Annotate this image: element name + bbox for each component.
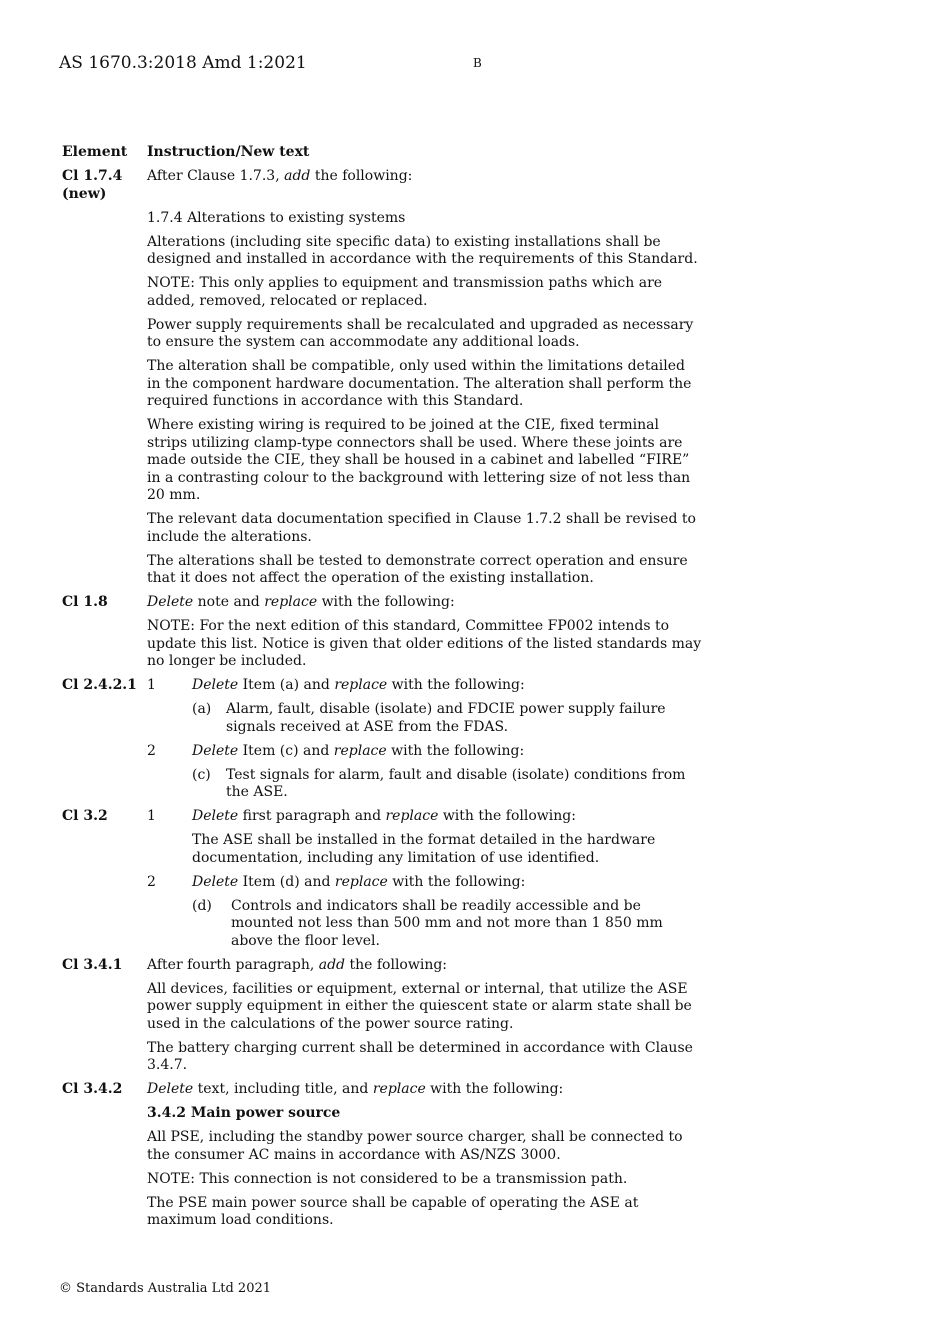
instruction: Delete note and replace with the following: xyxy=(147,594,455,610)
page-letter: B xyxy=(473,56,482,70)
instruction: Delete text, including title, and replace with the following: xyxy=(147,1081,564,1097)
instruction: After fourth paragraph, add the following: xyxy=(147,956,448,973)
paragraph: Where existing wiring is required to be joined at the CIE, fixed terminal strips utilizing clamp-type connectors shall be used. Where these joints are made outside the CIE, they shall be housed in a cabinet and labelled “FIRE” in a contrasting colour to the background with lettering size of not less than 20 mm. xyxy=(147,417,691,503)
paragraph: The PSE main power source shall be capable of operating the ASE at maximum load conditions. xyxy=(147,1194,639,1228)
row-cl-3-4-2 xyxy=(62,1081,702,1230)
column-header-element: Element xyxy=(62,144,128,160)
table-header-row xyxy=(62,144,702,162)
element-label: Cl 1.7.4 xyxy=(62,168,123,184)
row-cl-1-8 xyxy=(62,594,702,671)
element-label: Cl 3.4.1 xyxy=(62,956,123,973)
row-cl-3-2 xyxy=(62,808,702,950)
document-identifier: AS 1670.3:2018 Amd 1:2021 xyxy=(59,53,307,73)
paragraph: The alterations shall be tested to demonstrate correct operation and ensure that it does not affect the operation of the existing installation. xyxy=(147,552,688,586)
element-label-suffix: (new) xyxy=(62,185,107,202)
copyright-footer: © Standards Australia Ltd 2021 xyxy=(59,1281,272,1296)
column-header-instruction: Instruction/New text xyxy=(147,144,310,160)
element-cell xyxy=(62,168,142,203)
element-label: Cl 1.8 xyxy=(62,594,108,610)
paragraph: The ASE shall be installed in the format detailed in the hardware documentation, including any limitation of use identified. xyxy=(192,832,656,866)
element-label: Cl 2.4.2.1 xyxy=(62,677,137,693)
note: NOTE: For the next edition of this standard, Committee FP002 intends to update this list. Notice is given that older editions of the listed standards may no longer be included. xyxy=(147,618,702,669)
row-cl-2-4-2-1 xyxy=(62,677,702,802)
list-item: (a) Alarm, fault, disable (isolate) and FDCIE power supply failure signals received at ASE from the FDAS. xyxy=(192,701,666,735)
list-item: (d) Controls and indicators shall be readily accessible and be mounted not less than 500 mm and not more than 1 850 mm above the floor level. xyxy=(192,897,663,949)
numbered-instruction: 2 Delete Item (c) and replace with the following: xyxy=(147,742,525,759)
note: NOTE: This connection is not considered to be a transmission path. xyxy=(147,1170,628,1187)
paragraph: All PSE, including the standby power source charger, shall be connected to the consumer AC mains in accordance with AS/NZS 3000. xyxy=(147,1129,683,1163)
paragraph: The relevant data documentation specified in Clause 1.7.2 shall be revised to include the alterations. xyxy=(147,511,696,545)
element-label: Cl 3.2 xyxy=(62,808,108,824)
paragraph: All devices, facilities or equipment, external or internal, that utilize the ASE power supply equipment in either the quiescent state or alarm state shall be used in the calculations of the power source rating. xyxy=(147,980,692,1032)
numbered-instruction: 1 Delete first paragraph and replace with the following: xyxy=(147,808,576,824)
paragraph: Power supply requirements shall be recalculated and upgraded as necessary to ensure the system can accommodate any additional loads. xyxy=(147,316,694,350)
numbered-instruction: 1 Delete Item (a) and replace with the following: xyxy=(147,677,525,693)
row-cl-3-4-1 xyxy=(62,957,702,1075)
clause-title: 3.4.2 Main power source xyxy=(147,1105,341,1121)
paragraph: The battery charging current shall be determined in accordance with Clause 3.4.7. xyxy=(147,1039,693,1073)
paragraph: The alteration shall be compatible, only used within the limitations detailed in the component hardware documentation. The alteration shall perform the required functions in accordance with this Standard. xyxy=(147,358,692,409)
row-cl-1-7-4 xyxy=(62,168,702,588)
amendment-table xyxy=(62,144,702,1236)
instruction: After Clause 1.7.3, add the following: xyxy=(147,168,413,184)
note: NOTE: This only applies to equipment and transmission paths which are added, removed, relocated or replaced. xyxy=(147,275,663,309)
list-item: (c) Test signals for alarm, fault and disable (isolate) conditions from the ASE. xyxy=(192,766,686,800)
paragraph: Alterations (including site specific data) to existing installations shall be designed and installed in accordance with the requirements of this Standard. xyxy=(147,233,698,267)
clause-title: 1.7.4 Alterations to existing systems xyxy=(147,209,406,226)
element-label: Cl 3.4.2 xyxy=(62,1081,123,1097)
numbered-instruction: 2 Delete Item (d) and replace with the following: xyxy=(147,873,526,890)
